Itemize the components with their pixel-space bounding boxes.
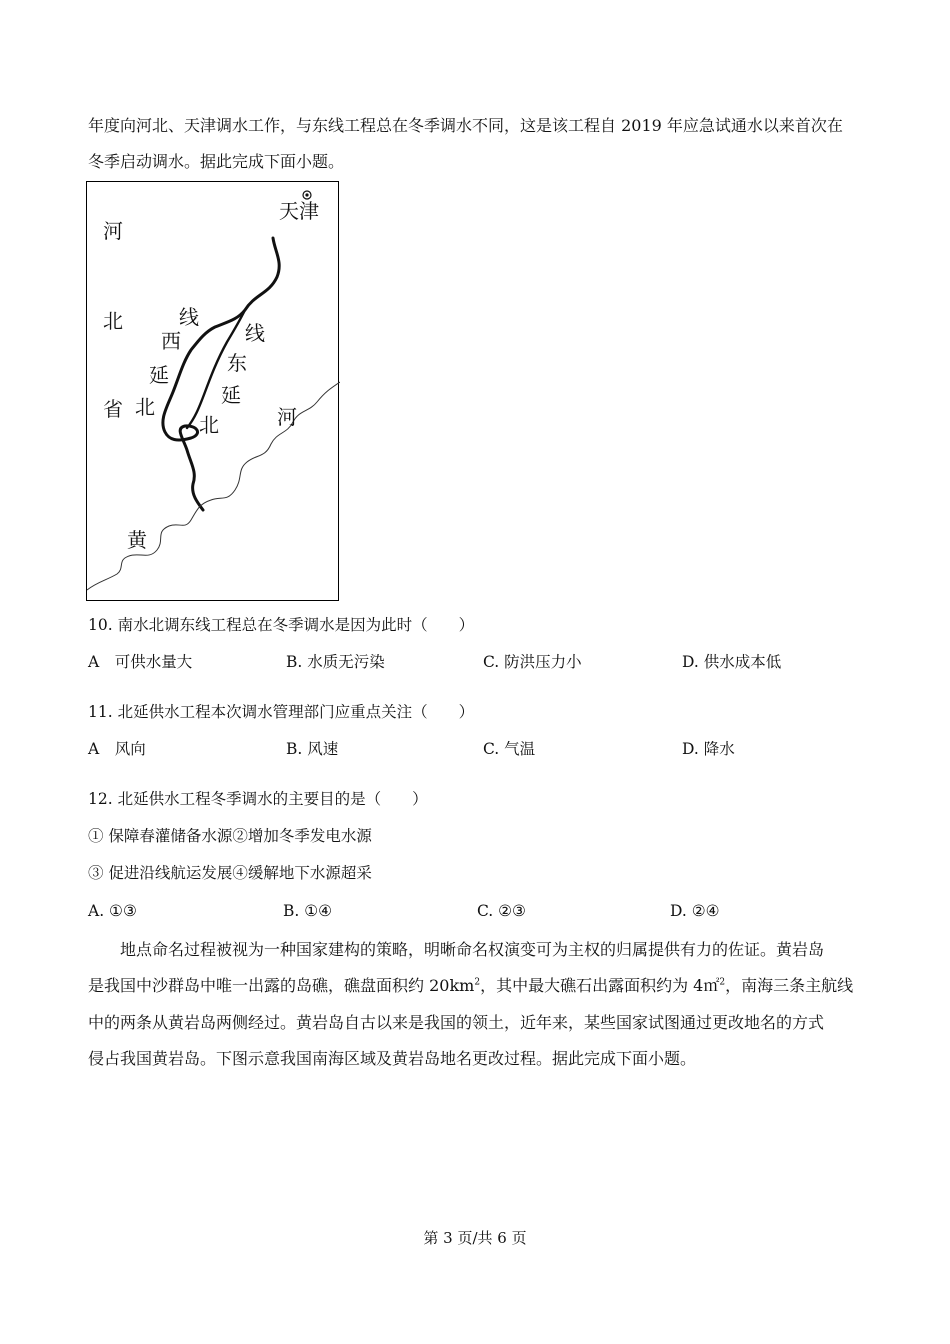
q11-option-c: C. 气温: [483, 740, 536, 758]
label-sheng: 省: [103, 397, 123, 421]
page-footer: 第 3 页/共 6 页: [423, 1229, 527, 1247]
q12-option-c: C. ②③: [477, 902, 526, 920]
q10-option-b: B. 水质无污染: [286, 653, 385, 671]
q10-option-a: A 可供水量大: [88, 653, 193, 671]
passage2-line-3: 中的两条从黄岩岛两侧经过。黄岩岛自古以来是我国的领土，近年来，某些国家试图通过更改地名的方式: [88, 1013, 825, 1032]
q10-option-c: C. 防洪压力小: [483, 653, 582, 671]
label-bei-1: 北: [103, 309, 123, 333]
label-west-bei: 北: [135, 395, 155, 419]
label-west-xian: 线: [179, 305, 199, 329]
passage2-line-1: 地点命名过程被视为一种国家建构的策略，明晰命名权演变可为主权的归属提供有力的佐证。黄岩岛: [120, 940, 825, 959]
question-10-stem: 10. 南水北调东线工程总在冬季调水是因为此时（ ）: [88, 616, 475, 634]
label-west-xi: 西: [161, 329, 181, 353]
q11-option-a: A 风向: [88, 740, 146, 758]
water-diversion-map: [86, 181, 339, 601]
q12-option-b: B. ①④: [283, 902, 333, 920]
question-11-stem: 11. 北延供水工程本次调水管理部门应重点关注（ ）: [88, 703, 475, 721]
q12-item-line-2: ③ 促进沿线航运发展④缓解地下水源超采: [88, 864, 372, 882]
q12-option-d: D. ②④: [670, 902, 720, 920]
q11-option-d: D. 降水: [682, 740, 735, 758]
intro-line-2: 冬季启动调水。据此完成下面小题。: [88, 152, 345, 171]
passage2-sup-2: 2: [719, 977, 726, 988]
west-line-canal: [163, 238, 279, 510]
passage2-line-2-a: 是我国中沙群岛中唯一出露的岛礁，礁盘面积约 20km: [88, 976, 475, 995]
tianjin-marker-dot: [305, 193, 308, 196]
label-west-yan: 延: [149, 363, 169, 387]
q12-item-line-1: ① 保障春灌储备水源②增加冬季发电水源: [88, 827, 372, 845]
label-he-1: 河: [103, 219, 123, 243]
label-east-dong: 东: [227, 351, 247, 375]
label-east-xian: 线: [245, 321, 265, 345]
label-east-bei: 北: [199, 413, 219, 437]
q12-option-a: A. ①③: [88, 902, 137, 920]
label-east-yan: 延: [221, 383, 241, 407]
q11-option-b: B. 风速: [286, 740, 339, 758]
passage2-line-2-b: ，其中最大礁石出露面积约为 4㎡: [480, 976, 720, 995]
label-he-2: 河: [277, 405, 297, 429]
q10-option-d: D. 供水成本低: [682, 653, 782, 671]
passage2-line-4: 侵占我国黄岩岛。下图示意我国南海区域及黄岩岛地名更改过程。据此完成下面小题。: [88, 1049, 697, 1068]
label-tianjin: 天津: [279, 199, 319, 223]
question-12-stem: 12. 北延供水工程冬季调水的主要目的是（ ）: [88, 790, 428, 808]
intro-line-1: 年度向河北、天津调水工作，与东线工程总在冬季调水不同，这是该工程自 2019 年应急试通水以来首次在: [88, 116, 843, 135]
label-huang: 黄: [127, 528, 147, 552]
passage2-line-2-c: ，南海三条主航线: [725, 976, 854, 995]
map-drawing: [87, 182, 340, 602]
passage2-sup-1: 2: [474, 977, 481, 988]
passage2-line-2: [88, 976, 853, 996]
